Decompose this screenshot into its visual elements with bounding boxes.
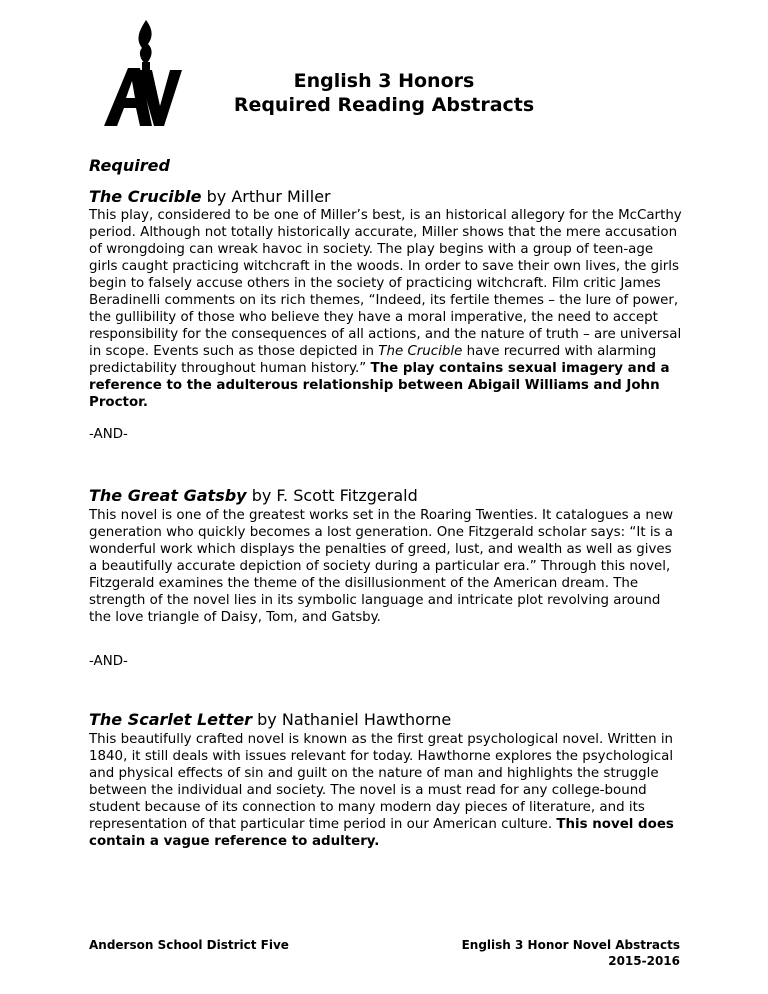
abstract-text: This beautifully crafted novel is known as the first great psychological novel. Written in 1840, it still deals with issues relevant for today. Hawthorne explores the psychological and physical effects of sin and guilt on the nature of man and highlights the struggle between the individual and society. The novel is a must read for any college-bound student because of its connection to many modern day pieces of literature, and its representation of that particular time period in our American culture.: [89, 732, 674, 832]
book-heading-gatsby: [89, 486, 418, 505]
book-abstract-crucible: [89, 207, 683, 411]
footer-doc-title: English 3 Honor Novel Abstracts: [461, 938, 680, 952]
content-warning: The play contains sexual imagery and a reference to the adulterous relationship between Abigail Williams and John Proctor.: [89, 361, 670, 410]
book-abstract-gatsby: [89, 507, 683, 626]
book-author: by F. Scott Fitzgerald: [246, 486, 418, 505]
footer-school-year: 2015-2016: [608, 954, 680, 968]
page-title: English 3 Honors: [293, 70, 475, 92]
book-abstract-scarlet-letter: [89, 731, 683, 850]
book-title: The Crucible: [89, 187, 202, 206]
page-subtitle: Required Reading Abstracts: [233, 94, 535, 116]
separator-and: -AND-: [89, 654, 128, 669]
book-title: The Great Gatsby: [89, 486, 247, 505]
abstract-text: This novel is one of the greatest works set in the Roaring Twenties. It catalogues a new generation who quickly becomes a lost generation. One Fitzgerald scholar says: “It is a wonderful work which displays the penalties of greed, lust, and wealth as well as gives a beautifully accurate depiction of society during a particular era.” Through this novel, Fitzgerald examines the theme of the disillusionment of the American dream. The strength of the novel lies in its symbolic language and intricate plot revolving around the love triangle of Daisy, Tom, and Gatsby.: [89, 508, 674, 625]
book-title: The Scarlet Letter: [89, 710, 253, 729]
abstract-text: have recurred with alarming predictability throughout human history.”: [89, 344, 657, 376]
abstract-text: This play, considered to be one of Miller’s best, is an historical allegory for the McCarthy period. Although not totally historically accurate, Miller shows that the mere accusation of wrongdoing can wreak havoc in society. The play begins with a group of teen-age girls caught practicing witchcraft in the woods. In order to save their own lives, the girls begin to falsely accuse others in the society of practicing witchcraft. Film critic James Beradinelli comments on its rich themes, “Indeed, its fertile themes – the lure of power, the gullibility of those who believe they have a moral imperative, the need to accept responsibility for the consequences of all actions, and the nature of truth – are universal in scope. Events such as those depicted in: [89, 208, 682, 359]
book-heading-crucible: [89, 187, 331, 206]
content-warning: This novel does contain a vague reference to adultery.: [89, 817, 674, 849]
separator-and: -AND-: [89, 427, 128, 442]
book-heading-scarlet-letter: [89, 710, 451, 729]
abstract-italic-title: The Crucible: [378, 344, 463, 359]
footer-doc-info: [462, 937, 680, 969]
book-author: by Arthur Miller: [201, 187, 331, 206]
book-author: by Nathaniel Hawthorne: [252, 710, 452, 729]
footer-district: Anderson School District Five: [89, 938, 289, 952]
section-heading-required: Required: [89, 156, 170, 175]
